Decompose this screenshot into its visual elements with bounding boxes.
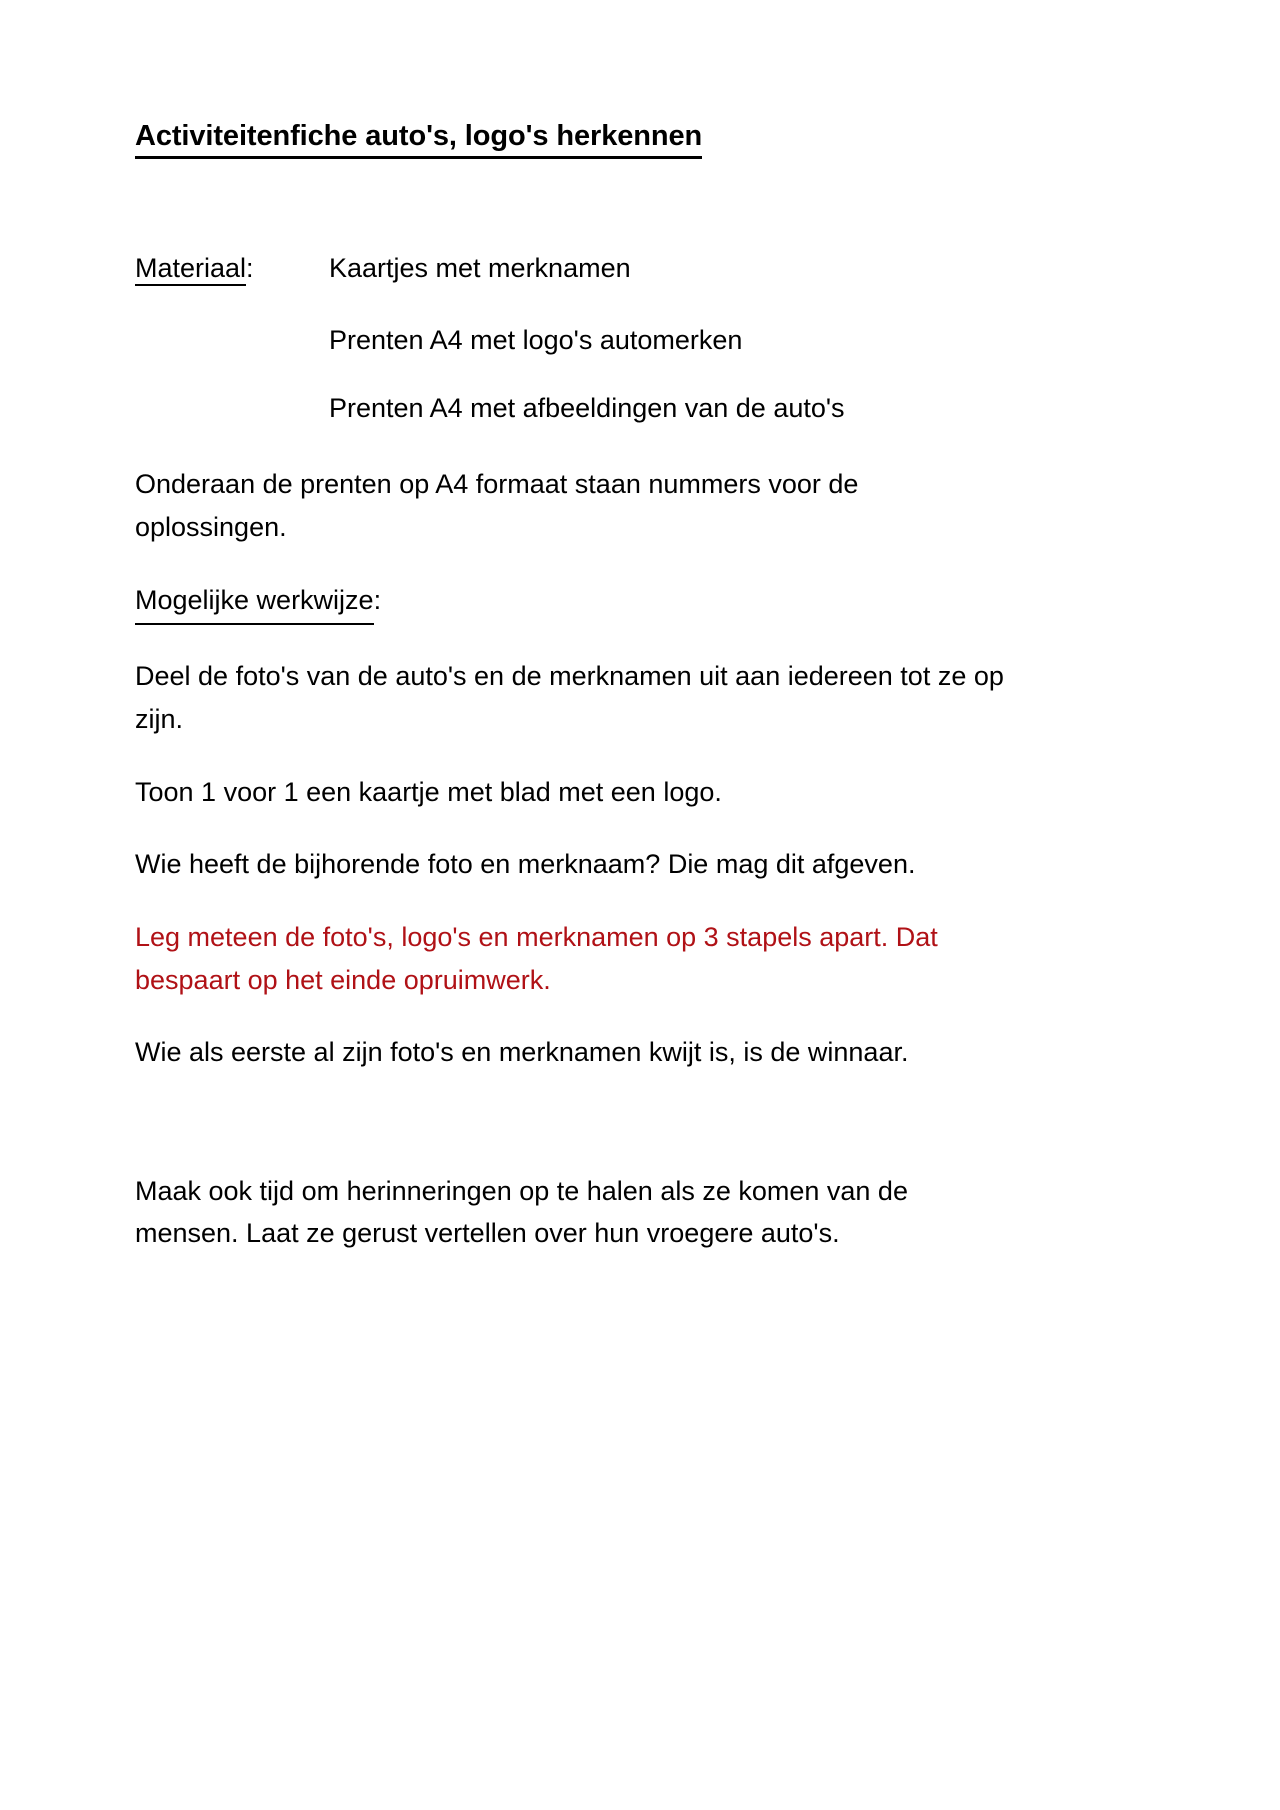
method-winner: Wie als eerste al zijn foto's en merknamen kwijt is, is de winnaar. <box>135 1037 909 1068</box>
closing-spacer <box>135 1104 1130 1170</box>
material-section <box>135 255 1130 422</box>
method-step-1: Deel de foto's van de auto's en de merknamen uit aan iedereen tot ze op zijn. <box>135 661 1004 734</box>
material-row <box>135 327 1130 354</box>
closing-paragraph: Maak ook tijd om herinneringen op te halen als ze komen van de mensen. Laat ze gerust vertellen over hun vroegere auto's. <box>135 1175 908 1249</box>
material-item-2: Prenten A4 met logo's automerken <box>329 325 743 356</box>
method-heading <box>135 579 1130 626</box>
material-label-text: Materiaal <box>135 255 246 286</box>
material-row <box>135 395 1130 422</box>
page-title-text: Activiteitenfiche auto's, logo's herkennen <box>135 118 702 159</box>
material-label <box>135 255 329 286</box>
numbers-note-paragraph: Onderaan de prenten op A4 formaat staan nummers voor de oplossingen. <box>135 469 859 542</box>
title-spacer <box>135 159 1130 255</box>
material-row <box>135 255 1130 286</box>
page-title <box>135 118 702 159</box>
material-item-3: Prenten A4 met afbeeldingen van de auto's <box>329 393 845 424</box>
method-heading-colon: : <box>373 584 382 615</box>
method-tip-highlight: Leg meteen de foto's, logo's en merknamen op 3 stapels apart. Dat bespaart op het einde opruimwerk. <box>135 921 938 995</box>
method-step-2: Toon 1 voor 1 een kaartje met blad met een logo. <box>135 776 722 807</box>
material-item-1: Kaartjes met merknamen <box>329 253 631 284</box>
method-step-3: Wie heeft de bijhorende foto en merknaam? Die mag dit afgeven. <box>135 849 916 880</box>
material-label-colon: : <box>246 253 254 284</box>
method-heading-text: Mogelijke werkwijze <box>135 579 374 626</box>
